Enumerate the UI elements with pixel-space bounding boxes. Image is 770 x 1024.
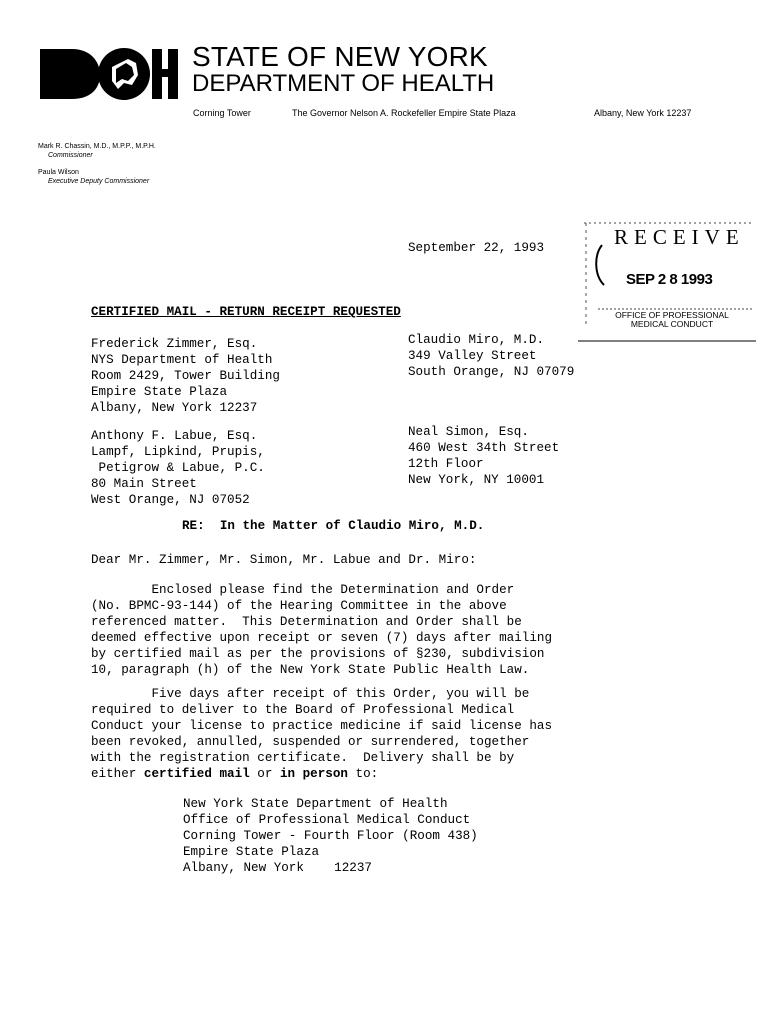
letterhead-address-building: Corning Tower [193, 108, 251, 118]
address-line: 12th Floor [408, 457, 484, 471]
address-line: 460 West 34th Street [408, 441, 560, 455]
paragraph-line: (No. BPMC-93-144) of the Hearing Committee in the above [91, 599, 507, 613]
letter-date: September 22, 1993 [408, 241, 545, 255]
address-line: New York State Department of Health [183, 797, 448, 811]
staff-name: Paula Wilson [38, 169, 79, 176]
paragraph-line: Five days after receipt of this Order, you will be [91, 687, 530, 701]
body-paragraph-1 [91, 582, 552, 678]
text-fragment: to: [347, 767, 379, 781]
paragraph-line: by certified mail as per the provisions of §230, subdivision [91, 647, 545, 661]
emphasis-certified-mail: certified mail [143, 767, 250, 781]
address-line: South Orange, NJ 07079 [408, 365, 575, 379]
re-line [182, 518, 484, 534]
paragraph-line: been revoked, annulled, suspended or surrendered, together [91, 735, 530, 749]
paragraph-line: with the registration certificate. Delivery shall be by [91, 751, 515, 765]
recipient-block-simon [408, 424, 559, 488]
letterhead-address-city: Albany, New York 12237 [594, 108, 692, 118]
stamp-received-word: RECEIVE [614, 225, 745, 249]
recipient-block-labue [91, 428, 265, 508]
address-line: Corning Tower - Fourth Floor (Room 438) [183, 829, 478, 843]
address-line: Frederick Zimmer, Esq. [91, 337, 258, 351]
stamp-date: SEP 2 8 1993 [626, 271, 713, 288]
paragraph-line: referenced matter. This Determination and Order shall be [91, 615, 522, 629]
address-line: New York, NY 10001 [408, 473, 545, 487]
address-line: 349 Valley Street [408, 349, 537, 363]
staff-entry [38, 168, 149, 186]
org-name-line2: DEPARTMENT OF HEALTH [192, 70, 495, 97]
address-line: NYS Department of Health [91, 353, 273, 367]
re-subject: In the Matter of Claudio Miro, M.D. [219, 519, 485, 533]
staff-title: Commissioner [48, 152, 93, 159]
staff-entry [38, 142, 156, 160]
address-line: Empire State Plaza [91, 385, 228, 399]
text-fragment: either [91, 767, 144, 781]
staff-name: Mark R. Chassin, M.D., M.P.P., M.P.H. [38, 143, 156, 150]
stamp-office [610, 311, 734, 329]
org-name-line1: STATE OF NEW YORK [192, 41, 488, 72]
address-line: Albany, New York 12237 [183, 861, 372, 875]
address-line: Albany, New York 12237 [91, 401, 258, 415]
staff-title: Executive Deputy Commissioner [48, 178, 150, 185]
paragraph-line: deemed effective upon receipt or seven (7) days after mailing [91, 631, 553, 645]
address-line: Anthony F. Labue, Esq. [91, 429, 258, 443]
paragraph-line: 10, paragraph (h) of the New York State Public Health Law. [91, 663, 530, 677]
doh-logo [38, 45, 180, 101]
paragraph-line: Enclosed please find the Determination and Order [91, 583, 515, 597]
address-line: Petigrow & Labue, P.C. [91, 461, 265, 475]
stamp-office-line1: OFFICE OF PROFESSIONAL [615, 310, 729, 320]
recipient-block-miro [408, 332, 574, 380]
address-line: 80 Main Street [91, 477, 197, 491]
certified-mail-heading: CERTIFIED MAIL - RETURN RECEIPT REQUESTED [91, 305, 401, 319]
delivery-address [183, 796, 478, 876]
paragraph-line: required to deliver to the Board of Professional Medical [91, 703, 515, 717]
paragraph-line-last [91, 766, 552, 782]
body-paragraph-2 [91, 686, 552, 782]
emphasis-in-person: in person [279, 767, 348, 781]
address-line: West Orange, NJ 07052 [91, 493, 250, 507]
address-line: Claudio Miro, M.D. [408, 333, 545, 347]
address-line: Office of Professional Medical Conduct [183, 813, 471, 827]
address-line: Empire State Plaza [183, 845, 320, 859]
recipient-block-zimmer [91, 336, 280, 416]
salutation: Dear Mr. Zimmer, Mr. Simon, Mr. Labue and Dr. Miro: [91, 553, 477, 567]
stamp-office-line2: MEDICAL CONDUCT [630, 319, 714, 329]
letterhead-address-plaza: The Governor Nelson A. Rockefeller Empire State Plaza [292, 108, 516, 118]
address-line: Room 2429, Tower Building [91, 369, 280, 383]
text-fragment: or [249, 767, 280, 781]
re-label: RE: [182, 519, 205, 533]
received-stamp [578, 215, 758, 345]
paragraph-line: Conduct your license to practice medicine if said license has [91, 719, 553, 733]
address-line: Neal Simon, Esq. [408, 425, 529, 439]
address-line: Lampf, Lipkind, Prupis, [91, 445, 265, 459]
